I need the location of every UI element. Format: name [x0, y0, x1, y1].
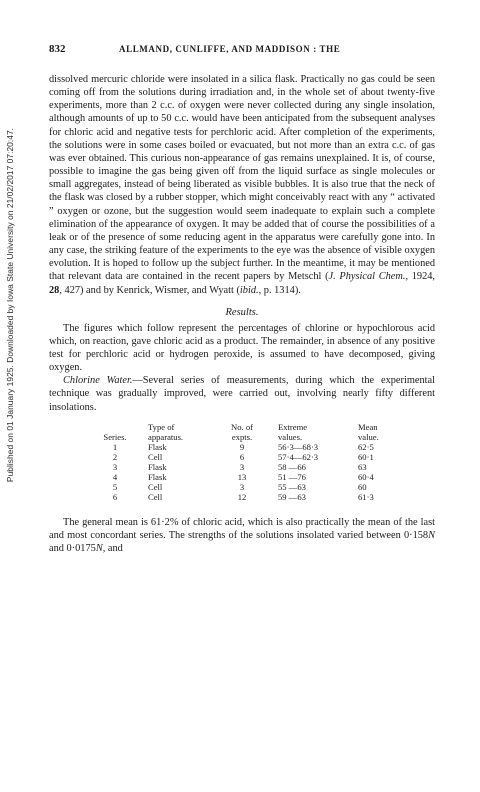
paragraph-text: , and — [102, 543, 123, 555]
cell-mean-value: 60·1 — [358, 451, 374, 462]
cell-extreme-values: 51 —76 — [278, 471, 306, 482]
cell-extreme-values: 55 —63 — [278, 481, 306, 492]
cell-series: 5 — [112, 481, 118, 492]
cell-series: 6 — [112, 491, 118, 502]
cell-experiments: 13 — [237, 471, 247, 482]
chlorine-water-lead: Chlorine Water. — [63, 375, 133, 387]
cell-experiments: 3 — [239, 481, 245, 492]
volume-number: 28 — [49, 284, 60, 296]
paragraph-continuation — [49, 73, 435, 297]
cell-type: Cell — [148, 491, 163, 502]
paragraph-text: , p. 1314). — [258, 284, 301, 296]
cell-extreme-values: 58 —66 — [278, 461, 306, 472]
download-watermark — [2, 60, 18, 550]
table-header-row — [89, 422, 405, 442]
table-row — [89, 452, 405, 462]
running-head: ALLMAND, CUNLIFFE, AND MADDISON : THE — [119, 44, 341, 54]
cell-series: 3 — [112, 461, 118, 472]
paragraph-text: and 0·0175 — [49, 543, 96, 555]
results-heading: Results. — [225, 306, 259, 318]
cell-type: Flask — [148, 461, 167, 472]
column-header-extreme-values: Extreme values. — [278, 421, 308, 442]
cell-type: Flask — [148, 441, 167, 452]
paragraph-text: The general mean is 61·2% of chloric acid, which is also practically the mean of the last and most concordant series. The strengths of the solutions insolated varied between 0·158 — [49, 516, 435, 541]
table-row — [89, 472, 405, 482]
cell-extreme-values: 59 —63 — [278, 491, 306, 502]
cell-type: Cell — [148, 481, 163, 492]
table-row — [89, 462, 405, 472]
cell-mean-value: 61·3 — [358, 491, 374, 502]
ibid-reference: ibid. — [239, 284, 259, 296]
results-table — [89, 422, 405, 502]
journal-page — [49, 43, 435, 555]
paragraph-general-mean — [49, 516, 435, 555]
cell-series: 4 — [112, 471, 118, 482]
paragraph-text: dissolved mercuric chloride were insolated in a silica flask. Practically no gas could be seen coming off from the solutions during irradiation and, in the whole set of about twenty-five experiments, more than 2 c.c. of oxygen were never collected during any single insolation, although amounts of up to 50 c.c. would have been anticipated from the subsequent analyses for chloric acid and negative tests for perchloric acid. After completion of the experiments, the solutions were in some cases boiled or evacuated, but not more than an extra c.c. of gas was ever obtained. This curious non-appearance of gas remains unexplained. It is, of course, possible to imagine the gas being given off from the liquid surface as single molecules or small aggregates, instead of being liberated as visible bubbles. It is also true that the neck of the flask was closed by a rubber stopper, which might conceivably react with any “ activated ” oxygen or ozone, but the suggestion would seem inadequate to explain such a complete elimination of the appearance of oxygen. It may be added that of course the possibilities of a leak or of the presence of some reducing agent in the apparatus were carefully gone into. In any case, the striking feature of the experiments to the eye was the absence of visible oxygen evolution. It is hoped to follow up the subject further. In the meantime, it may be mentioned that relevant data are contained in the recent papers by Metschl ( — [49, 74, 435, 283]
paragraph-results: The figures which follow represent the percentages of chlorine or hypochlorous acid which, on reaction, gave chloric acid as a product. The remainder, in absence of any positive test for perchloric acid or hydrogen peroxide, is assumed to have decomposed, giving oxygen. — [49, 322, 435, 374]
cell-extreme-values: 57·4—62·3 — [278, 451, 319, 462]
cell-mean-value: 63 — [358, 461, 367, 472]
normality-symbol: N — [95, 543, 103, 555]
paragraph-text: —Several series of measurements, during which the experimental technique was gradually improved, were carried out, involving nearly fifty different insolations. — [49, 375, 435, 413]
cell-experiments: 3 — [239, 461, 245, 472]
table-row — [89, 482, 405, 492]
normality-symbol: N — [428, 529, 435, 541]
cell-experiments: 9 — [239, 441, 245, 452]
cell-extreme-values: 56·3—68·3 — [278, 441, 319, 452]
column-header-mean-value: Mean value. — [358, 421, 379, 442]
column-header-type: Type of apparatus. — [148, 421, 184, 442]
cell-type: Flask — [148, 471, 167, 482]
cell-series: 1 — [112, 441, 118, 452]
paragraph-chlorine-water — [49, 374, 435, 413]
cell-series: 2 — [112, 451, 118, 462]
download-watermark-text: Published on 01 January 1925. Downloaded by Iowa State University on 21/02/2017 07:20:47. — [5, 127, 15, 483]
table-row — [89, 492, 405, 502]
column-header-series: Series. — [103, 431, 127, 442]
paragraph-text: , 1924, — [405, 271, 436, 283]
paragraph-text: , 427) and by Kenrick, Wismer, and Wyatt ( — [59, 284, 240, 296]
cell-mean-value: 60·4 — [358, 471, 374, 482]
column-header-experiments: No. of expts. — [231, 421, 253, 442]
cell-type: Cell — [148, 451, 163, 462]
journal-name: J. Physical Chem. — [328, 271, 406, 283]
cell-experiments: 12 — [237, 491, 247, 502]
table-row — [89, 442, 405, 452]
cell-mean-value: 60 — [358, 481, 367, 492]
cell-experiments: 6 — [239, 451, 245, 462]
cell-mean-value: 62·5 — [358, 441, 374, 452]
page-number: 832 — [49, 43, 66, 55]
page-header — [49, 43, 435, 59]
